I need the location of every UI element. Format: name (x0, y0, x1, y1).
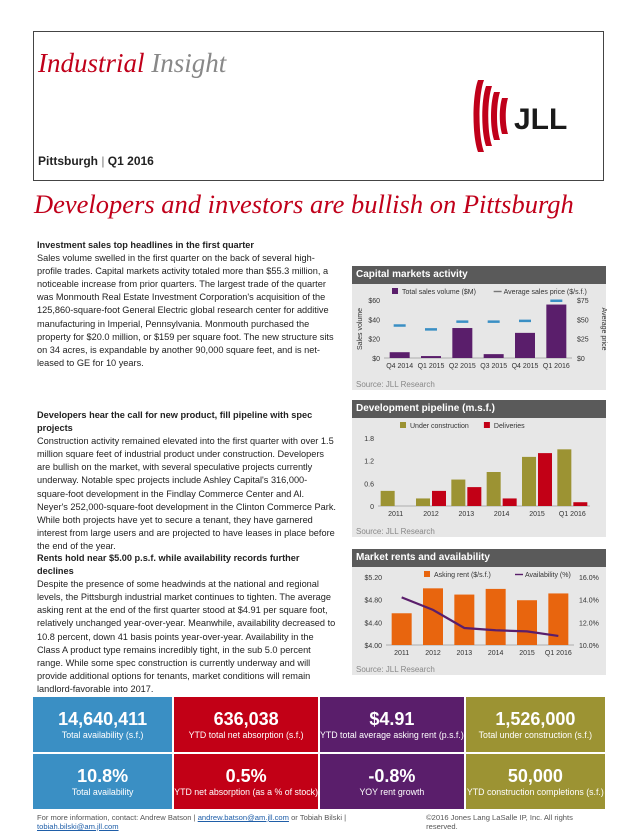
chart-source: Source: JLL Research (352, 379, 606, 390)
y2-tick-label: $25 (577, 336, 589, 344)
y-tick-label: 1.2 (364, 458, 374, 466)
chart-source: Source: JLL Research (352, 526, 606, 537)
bar (515, 333, 535, 358)
section-body: Sales volume swelled in the first quarter on the back of several high-profile trades. Capital markets activity totaled more than $55.3 million, a noticeable increase from prior quarters. The largest trade of the quarter was Monmouth Real Estate Investment Corporation's acquisition of the 125,860-square-foot General Electric global research center for additive manufacturing in Imperial, Pennsylvania. Monmouth purchased the property for $20.0 million, or $159 per square foot. The new structure sits on 34 acres, is expandable by another 90,000 square feet, and is net-leased to GE for 10 years. (37, 253, 334, 368)
chart-title: Development pipeline (m.s.f.) (352, 400, 606, 418)
bar (538, 453, 552, 506)
legend-label: Average sales price ($/s.f.) (503, 289, 587, 296)
bar (390, 352, 410, 358)
stat-tile (320, 754, 464, 809)
stat-value: 0.5% (225, 765, 267, 786)
x-tick-label: 2014 (487, 650, 504, 657)
y2-tick-label: $50 (577, 317, 589, 325)
contact-email-link[interactable]: tobiah.bilski@am.jll.com (37, 822, 119, 831)
stat-value: 1,526,000 (495, 708, 576, 729)
section-heading: Investment sales top headlines in the first quarter (37, 240, 254, 250)
y-tick-label: $0 (372, 356, 380, 363)
y-tick-label: 0 (370, 504, 374, 511)
quarter: Q1 2016 (107, 154, 154, 168)
y2-tick-label: $0 (577, 356, 585, 363)
section-rents (37, 552, 337, 696)
legend-label: Availability (%) (525, 572, 571, 579)
stat-tile (466, 754, 605, 809)
legend-label: Asking rent ($/s.f.) (434, 572, 491, 579)
market-rents-chart (352, 549, 606, 675)
y2-tick-label: $75 (577, 298, 589, 305)
stat-value: 636,038 (213, 708, 279, 729)
x-tick-label: 2014 (493, 511, 510, 518)
bar (421, 356, 441, 358)
bar (573, 502, 587, 506)
subtitle-separator: | (98, 154, 108, 168)
chart-plot-area (352, 567, 606, 664)
legend-swatch (424, 571, 430, 577)
bar (454, 595, 474, 645)
footer-connector: or (288, 813, 300, 822)
chart-svg (352, 284, 606, 374)
chart-title: Market rents and availability (352, 549, 606, 567)
stats-grid (33, 697, 605, 809)
bar (503, 498, 517, 506)
stat-tile (33, 754, 172, 809)
bar (546, 305, 566, 358)
bar (423, 588, 443, 645)
section-heading: Developers hear the call for new product, fill pipeline with spec projects (37, 410, 313, 434)
y2-axis-label: Average price (600, 307, 607, 351)
section-investment (37, 239, 337, 370)
y-tick-label: $4.40 (364, 620, 382, 628)
footer-contact (37, 813, 426, 831)
stat-tile (320, 697, 464, 752)
chart-svg (352, 567, 606, 659)
x-tick-label: Q1 2016 (544, 650, 572, 657)
y-tick-label: $20 (368, 336, 380, 344)
bar (487, 472, 501, 506)
bar (467, 487, 481, 506)
stat-value: $4.91 (369, 708, 415, 729)
bar (392, 613, 412, 645)
stat-value: 10.8% (77, 765, 129, 786)
stat-tile (174, 697, 318, 752)
y-tick-label: $40 (368, 317, 380, 325)
development-pipeline-chart (352, 400, 606, 537)
x-tick-label: Q2 2015 (448, 363, 476, 370)
section-development (37, 409, 337, 553)
bar (557, 449, 571, 506)
contact-name: Andrew Batson (139, 813, 192, 822)
stat-label: Total under construction (s.f.) (478, 729, 593, 740)
stat-label: YTD total average asking rent (p.s.f.) (320, 729, 464, 740)
y-tick-label: $60 (368, 298, 380, 305)
y-tick-label: $4.80 (364, 597, 382, 605)
x-tick-label: Q1 2016 (542, 363, 570, 370)
chart-source: Source: JLL Research (352, 664, 606, 675)
chart-title: Capital markets activity (352, 266, 606, 284)
contact-name: Tobiah Bilski (299, 813, 343, 822)
legend-label: Deliveries (493, 423, 525, 430)
stat-value: -0.8% (368, 765, 416, 786)
x-tick-label: 2011 (394, 650, 410, 657)
footer-copyright: ©2016 Jones Lang LaSalle IP, Inc. All rights reserved. (426, 813, 573, 831)
stat-tile (33, 697, 172, 752)
chart-plot-area (352, 284, 606, 379)
y2-tick-label: 12.0% (579, 620, 599, 628)
legend-swatch (484, 422, 490, 428)
chart-svg (352, 418, 606, 521)
stat-value: 14,640,411 (58, 708, 148, 729)
legend-label: Under construction (410, 423, 469, 430)
legend-swatch (392, 288, 398, 294)
x-tick-label: Q4 2014 (386, 363, 414, 370)
y-tick-label: 1.8 (364, 436, 374, 443)
bar (432, 491, 446, 506)
bar (486, 589, 506, 645)
report-brand (38, 48, 226, 79)
x-tick-label: Q1 2016 (558, 511, 586, 518)
report-subtitle (38, 154, 154, 168)
y-tick-label: 0.6 (364, 481, 374, 489)
x-tick-label: 2011 (388, 511, 404, 518)
brand-part2: Insight (144, 48, 227, 78)
capital-markets-chart (352, 266, 606, 390)
footer-separator: | (342, 813, 347, 822)
section-heading: Rents hold near $5.00 p.s.f. while availability records further declines (37, 553, 300, 577)
x-tick-label: Q1 2015 (417, 363, 445, 370)
bar (381, 491, 395, 506)
city-name: Pittsburgh (38, 154, 98, 168)
bar (416, 498, 430, 506)
stat-label: Total availability (71, 786, 134, 797)
y2-tick-label: 10.0% (579, 643, 599, 650)
bar (451, 480, 465, 506)
stat-label: YTD net absorption (as a % of stock) (174, 786, 318, 797)
stat-tile (466, 697, 605, 752)
chart-plot-area (352, 418, 606, 526)
bar (484, 354, 504, 358)
brand-part1: Industrial (38, 48, 145, 78)
stat-tile (174, 754, 318, 809)
stat-label: Total availability (s.f.) (61, 729, 144, 740)
bar (522, 457, 536, 506)
section-body: Construction activity remained elevated into the first quarter with over 1.5 million square feet of industrial product under construction. Developers are bullish on the market, with several speculative projects currently underway. Notable spec projects include Ashley Capital's 316,000-square-foot development in the Findlay Commerce Center and Al. Neyer's 252,000-square-foot development in the Clinton Commerce Park. While both projects have yet to secure a tenant, they have garnered interest from large users and are projected to have leases in place before the end of the year. (37, 436, 336, 551)
page-headline: Developers and investors are bullish on Pittsburgh (34, 189, 574, 219)
legend-label: Total sales volume ($M) (402, 289, 476, 296)
y-axis-label: Sales volume (357, 307, 364, 351)
x-tick-label: 2013 (456, 650, 473, 657)
footer-separator: | (191, 813, 198, 822)
footer (37, 813, 605, 831)
x-tick-label: Q3 2015 (480, 363, 508, 370)
x-tick-label: 2015 (519, 650, 535, 657)
x-tick-label: 2012 (423, 511, 439, 518)
y2-tick-label: 16.0% (579, 575, 599, 582)
stat-value: 50,000 (507, 765, 563, 786)
stat-label: YTD total net absorption (s.f.) (188, 729, 304, 740)
bar (548, 593, 568, 645)
section-body: Despite the presence of some headwinds at the national and regional levels, the Pittsburgh industrial market continues to tighten. The average asking rent at the end of the first quarter stood at $4.91 per square foot, relatively unchanged year-over-year. Meanwhile, availability decreased to 10.8 percent, down 41 basis points year-over-year. Availability in the Class A product type remains incredibly tight, in the sub 5.0 percent range. While some spec construction is currently underway and will provide additional options for tenants, market conditions will remain landlord-favorable into 2017. (37, 579, 336, 694)
stat-label: YTD construction completions (s.f.) (466, 786, 604, 797)
stat-label: YOY rent growth (359, 786, 425, 797)
y-tick-label: $4.00 (364, 643, 382, 650)
y2-tick-label: 14.0% (579, 597, 599, 605)
bar (452, 328, 472, 358)
logo-text: JLL (514, 103, 568, 136)
bar (517, 600, 537, 645)
x-tick-label: 2015 (529, 511, 545, 518)
legend-swatch (400, 422, 406, 428)
contact-email-link[interactable]: andrew.batson@am.jll.com (197, 813, 289, 822)
footer-prefix: For more information, contact: (37, 813, 140, 822)
y-tick-label: $5.20 (364, 575, 382, 582)
jll-logo (470, 68, 590, 164)
x-tick-label: 2013 (458, 511, 475, 518)
x-tick-label: Q4 2015 (511, 363, 539, 370)
x-tick-label: 2012 (425, 650, 441, 657)
